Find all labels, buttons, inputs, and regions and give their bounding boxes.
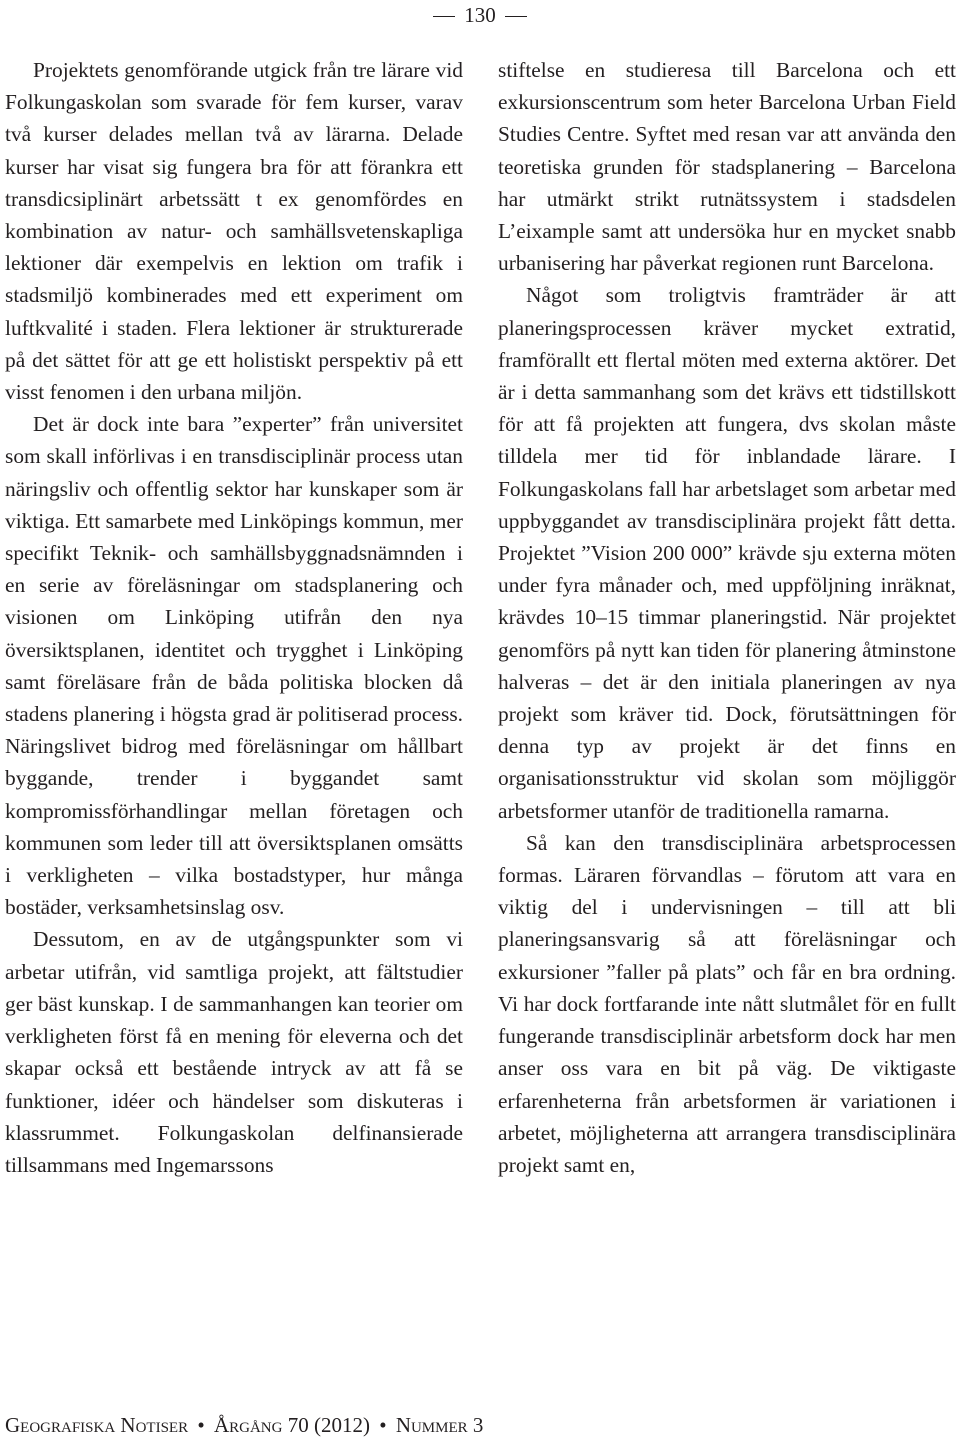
- left-paragraph-3: Dessutom, en av de utgångspunkter som vi arbetar utifrån, vid samtliga projekt, att fältstudier ger bäst kunskap. I de sammanhangen kan teorier om verkligheten först få en mening för eleverna och det skapar också ett bestående intryck av att få se funktioner, idéer och händelser som diskuteras i klassrummet. Folkungaskolan delfinansierade tillsammans med Ingemarssons: [5, 927, 463, 1177]
- journal-footer: [5, 1412, 483, 1438]
- left-dash: [433, 16, 455, 17]
- journal-name: Geografiska Notiser: [5, 1413, 189, 1437]
- footer-separator: •: [197, 1413, 205, 1437]
- left-paragraph-1: Projektets genomförande utgick från tre lärare vid Folkungaskolan som svarade för fem kurser, varav två kurser delades mellan två av lärarna. Delade kurser har visat sig fungera bra för att förankra ett transdicsiplinärt arbetssätt t ex genomfördes en kombination av natur- och samhällsvetenskapliga lektioner där exempelvis en lektion om trafik i stadsmiljö kombinerades med ett experiment om luftkvalité i staden. Flera lektioner är strukturerade på det sättet för att ge ett holistiskt perspektiv på ett visst fenomen i den urbana miljön.: [5, 58, 463, 405]
- left-paragraph-2: Det är dock inte bara ”experter” från universitet som skall införlivas i en transdisciplinär process utan näringsliv och offentlig sektor har kunskaper som är viktiga. Ett samarbete med Linköpings kommun, mer specifikt Teknik- och samhällsbyggnadsnämnden i en serie av föreläsningar om stadsplanering och visionen om Linköping utifrån den nya översiktsplanen, identitet och trygghet i Linköping samt föreläsare från de båda politiska blocken då stadens planering i högsta grad är politiserad process. Näringslivet bidrog med föreläsningar om hållbart byggande, trender i byggandet samt kompromissförhandlingar mellan företagen och kommunen som leder till att översiktsplanen omsätts i verkligheten – vilka bostadstyper, hur många bostäder, verksamhetsinslag osv.: [5, 412, 463, 920]
- page-number: 130: [464, 3, 496, 27]
- right-paragraph-3: Så kan den transdisciplinära arbetsprocessen formas. Läraren förvandlas – förutom att vara en viktig del i undervisningen – till att bli planeringsansvarig så att föreläsningar och exkursioner ”faller på plats” och får en bra ordning. Vi har dock fortfarande inte nått slutmålet för en fullt fungerande transdisciplinär arbetsform dock har men anser oss vara en bit på väg. De viktigaste erfarenheterna från arbetsformen är variationen i arbetet, möjligheterna att arrangera transdisciplinära projekt samt en,: [498, 830, 956, 1177]
- journal-volume: Årgång 70 (2012): [213, 1413, 370, 1437]
- journal-issue: Nummer 3: [395, 1413, 484, 1437]
- page-number-header: [420, 2, 540, 28]
- right-dash: [505, 16, 527, 17]
- right-column: [498, 54, 956, 1181]
- left-column: [5, 54, 463, 1181]
- right-paragraph-2: Något som troligtvis framträder är att planeringsprocessen kräver mycket extratid, framförallt ett flertal möten med externa aktörer. Det är i detta sammanhang som det krävs ett tidstillskott för att få projekten att fungera, dvs skolan måste tilldela mer tid för inblandade lärare. I Folkungaskolans fall har arbetslaget som arbetar med uppbyggandet av transdisciplinära projekt fått detta. Projektet ”Vision 200 000” krävde sju externa möten under fyra månader och, med uppföljning inräknat, krävdes 10–15 timmar planeringstid. När projektet genomförs på nytt kan tiden för planering åtminstone halveras – det är den initiala planeringen av nya projekt som kräver tid. Dock, förutsättningen för denna typ av projekt är det finns en organisationsstruktur vid skolan som möjliggör arbetsformer utanför de traditionella ramarna.: [498, 283, 956, 823]
- right-paragraph-1: stiftelse en studieresa till Barcelona och ett exkursionscentrum som heter Barcelona Urban Field Studies Centre. Syftet med resan var att använda den teoretiska grunden för stadsplanering – Barcelona har utmärkt strikt rutnätssystem i stadsdelen L’eixample samt att undersöka hur en mycket snabb urbanisering har påverkat regionen runt Barcelona.: [498, 58, 956, 276]
- footer-separator: •: [379, 1413, 387, 1437]
